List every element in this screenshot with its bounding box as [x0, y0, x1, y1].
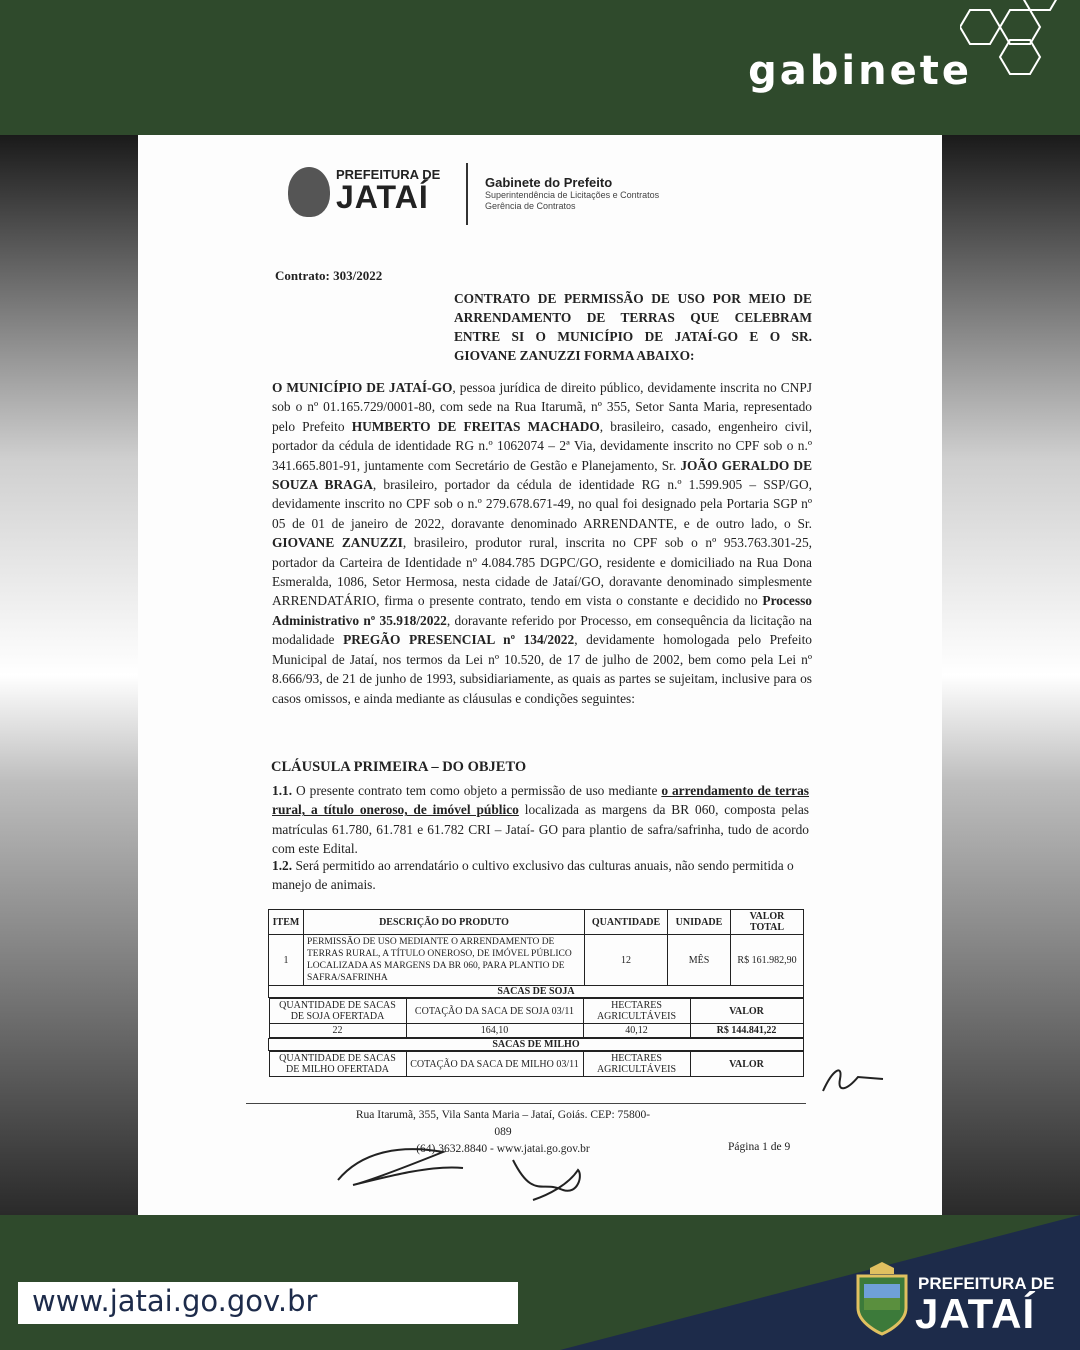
- brand-title: gabinete: [748, 48, 972, 94]
- website-url[interactable]: www.jatai.go.gov.br: [32, 1284, 318, 1318]
- processo-ref: Processo Administrativo nº 35.918/2022: [272, 593, 812, 628]
- milho-header-ha: HECTARES AGRICULTÁVEIS: [583, 1052, 690, 1077]
- soja-value-row: [269, 1024, 803, 1038]
- address-line: Rua Itarumã, 355, Vila Santa Maria – Jataí, Goiás. CEP: 75800-089: [355, 1109, 651, 1138]
- left-gradient-band: [0, 135, 138, 1215]
- table-row: [269, 935, 804, 986]
- table-header-row: [269, 910, 804, 935]
- clause-1-1-underlined: o arrendamento de terras rural, a título oneroso, de imóvel público: [272, 783, 809, 818]
- header-quantity: QUANTIDADE: [585, 910, 668, 935]
- preamble-text-5: , doravante referido por Processo, em consequência da licitação na modalidade: [272, 612, 812, 648]
- cell-item: 1: [269, 935, 304, 986]
- soja-ha: 40,12: [583, 1024, 690, 1038]
- contract-title: CONTRATO DE PERMISSÃO DE USO POR MEIO DE ARRENDAMENTO DE TERRAS QUE CELEBRAM ENTRE SI O MUNICÍPIO DE JATAÍ-GO E O SR. GIOVANE ZANUZZI FORMA ABAIXO:: [454, 291, 812, 363]
- milho-header-row: [269, 1052, 803, 1077]
- hexagon-decoration-icon: [960, 0, 1080, 80]
- right-gradient-band: [942, 135, 1080, 1215]
- header-total: VALOR TOTAL: [731, 910, 804, 935]
- footer-logo-top: PREFEITURA DE: [918, 1274, 1055, 1293]
- soja-qty: 22: [269, 1024, 406, 1038]
- preamble-text-2: , brasileiro, casado, engenheiro civil, portador da cédula de identidade RG n.º 1062074 – 2ª Via, devidamente inscrito no CPF sob o n.º 341.665.801-91, juntamente com Secretário de Gestão e Planejamento, Sr.: [272, 418, 812, 473]
- soja-header-price: COTAÇÃO DA SACA DE SOJA 03/11: [406, 999, 583, 1024]
- footer-rule: [246, 1103, 806, 1104]
- clause-1-2-number: 1.2.: [272, 858, 293, 873]
- soja-sub-table: [269, 998, 804, 1038]
- initials-signature-icon: [818, 1059, 888, 1099]
- party-prefeito: HUMBERTO DE FREITAS MACHADO: [351, 418, 600, 434]
- clause-1-1-text-a: O presente contrato tem como objeto a permissão de uso mediante: [292, 783, 662, 798]
- soja-header-ha: HECTARES AGRICULTÁVEIS: [583, 999, 690, 1024]
- clause-1-1-number: 1.1.: [272, 783, 293, 798]
- cell-total: R$ 161.982,90: [731, 935, 804, 986]
- milho-title: SACAS DE MILHO: [269, 1039, 804, 1051]
- clause-title: CLÁUSULA PRIMEIRA – DO OBJETO: [271, 759, 527, 775]
- preamble-text-4: , brasileiro, produtor rural, inscrita no CPF sob o nº 953.763.301-25, portador da Carteira de Identidade nº 4.084.785 DGPC/GO, residente e domiciliado na Rua Dona Esmeralda, 1086, Setor Hermosa, nesta cidade de Jataí/GO, doravante denominado simplesmente ARRENDATÁRIO, firma o presente contrato, tendo em vista o constante e decidido no: [272, 535, 813, 609]
- cell-unit: MÊS: [668, 935, 731, 986]
- signatures-icon: [333, 1140, 633, 1210]
- footer-logo-bottom: JATAÍ: [915, 1290, 1036, 1337]
- seal-icon: [288, 167, 330, 217]
- office-sub1: Superintendência de Licitações e Contratos: [485, 190, 660, 200]
- letterhead-divider: [466, 163, 468, 225]
- milho-title-row: [269, 1039, 804, 1051]
- soja-title: SACAS DE SOJA: [269, 986, 804, 998]
- logo-top-text: PREFEITURA DE: [336, 167, 441, 182]
- clause-1-2-text: Será permitido ao arrendatário o cultivo exclusivo das culturas anuais, não sendo permitida o manejo de animais.: [272, 858, 794, 893]
- cell-description: PERMISSÃO DE USO MEDIANTE O ARRENDAMENTO DE TERRAS RURAL, A TÍTULO ONEROSO, DE IMÓVEL PÚBLICO LOCALIZADA AS MARGENS DA BR 060, PARA PLANTIO DE SAFRA/SAFRINHA: [304, 935, 585, 986]
- soja-header-row: [269, 999, 803, 1024]
- logo-bottom-text: JATAÍ: [336, 179, 429, 215]
- clause-1-1-text-b: localizada as margens da BR 060, composta pelas matrículas 61.780, 61.781 e 61.782 CRI – Jataí- GO para plantio de safra/safrinha, tudo de acordo com este Edital.: [272, 802, 809, 857]
- soja-title-row: [269, 986, 804, 998]
- soja-valor: R$ 144.841,22: [690, 1024, 803, 1038]
- contract-number: Contrato: 303/2022: [275, 268, 383, 283]
- milho-sub-table: [269, 1051, 804, 1077]
- party-arrendatario: GIOVANE ZANUZZI: [272, 535, 403, 551]
- party-municipio: O MUNICÍPIO DE JATAÍ-GO: [272, 380, 453, 395]
- office-name: Gabinete do Prefeito: [485, 175, 613, 190]
- letterhead-office: [485, 175, 659, 212]
- city-crest-icon: [850, 1262, 914, 1338]
- office-sub2: Gerência de Contratos: [485, 201, 576, 211]
- pregao-ref: PREGÃO PRESENCIAL nº 134/2022: [343, 632, 575, 648]
- header-unit: UNIDADE: [668, 910, 731, 935]
- milho-header-valor: VALOR: [690, 1052, 803, 1077]
- soja-sub-table-row: [269, 998, 804, 1039]
- header-description: DESCRIÇÃO DO PRODUTO: [304, 910, 585, 935]
- page-number: Página 1 de 9: [728, 1141, 791, 1153]
- prefeitura-logo: [288, 163, 463, 223]
- soja-header-valor: VALOR: [690, 999, 803, 1024]
- preamble-text-6: , devidamente homologada pelo Prefeito Municipal de Jataí, nos termos da Lei nº 10.520, de 17 de julho de 2002, bem como pela Lei nº 8.666/93, de 21 de junho de 1993, subsidiariamente, as quais as partes se sujeitam, inclusive para os casos omissos, e ainda mediante as cláusulas e condições seguintes:: [272, 632, 812, 706]
- clause-1-1: [272, 781, 809, 859]
- milho-sub-table-row: [269, 1051, 804, 1078]
- document-page: [138, 135, 942, 1215]
- preamble-text-3: , brasileiro, portador da cédula de identidade RG n.º 1.599.905 – SSP/GO, devidamente inscrito no CPF sob o n.º 279.678.671-49, no qual foi designado pela Portaria SGP nº 05 de 01 de janeiro de 2022, doravante denominado ARRENDANTE, e de outro lado, o Sr.: [272, 477, 812, 531]
- soja-price: 164,10: [406, 1024, 583, 1038]
- milho-header-qty: QUANTIDADE DE SACAS DE MILHO OFERTADA: [269, 1052, 406, 1077]
- party-secretario: JOÃO GERALDO DE SOUZA BRAGA: [272, 457, 812, 493]
- header-item: ITEM: [269, 910, 304, 935]
- preamble-paragraph: [272, 378, 812, 708]
- soja-header-qty: QUANTIDADE DE SACAS DE SOJA OFERTADA: [269, 999, 406, 1024]
- product-table: [268, 909, 804, 1077]
- contact-line: (64) 3632.8840 - www.jatai.go.gov.br: [416, 1143, 590, 1155]
- clause-1-2: [272, 856, 809, 895]
- cell-quantity: 12: [585, 935, 668, 986]
- preamble-text-1: , pessoa jurídica de direito público, devidamente inscrita no CNPJ sob o nº 01.165.729/0001-80, com sede na Rua Itarumã, nº 355, Setor Santa Maria, representado pelo Prefeito: [272, 380, 813, 434]
- milho-header-price: COTAÇÃO DA SACA DE MILHO 03/11: [406, 1052, 583, 1077]
